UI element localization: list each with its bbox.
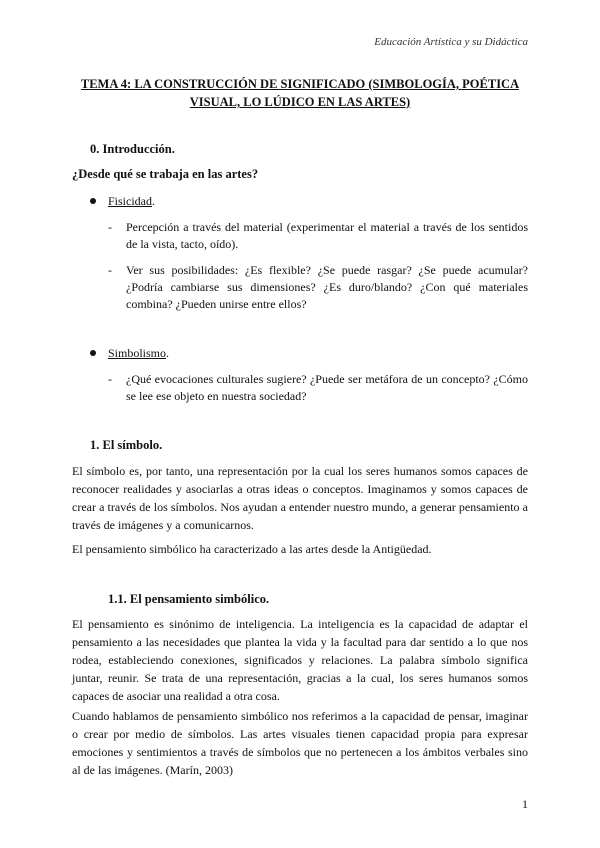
sub-item — [108, 371, 528, 405]
running-header: Educación Artística y su Didáctica — [374, 36, 528, 48]
sub-item-text: Ver sus posibilidades: ¿Es flexible? ¿Se puede rasgar? ¿Se puede acumular? ¿Podría cambiarse sus dimensiones? ¿Es duro/blando? ¿Con qué materiales combina? ¿Pueden unirse entre ellos? — [126, 263, 528, 311]
sub-item — [108, 262, 528, 313]
paragraph: El símbolo es, por tanto, una representación por la cual los seres humanos somos capaces de reconocer realidades y asociarlas a otras ideas o conceptos. Imaginamos y somos capaces de crear a través de los símbolos. Nos ayudan a entender nuestro mundo, a generar pensamiento a través de imágenes y a comunicarnos. — [72, 464, 528, 532]
bullet-simbolismo — [90, 345, 169, 361]
bullet-suffix: . — [152, 194, 155, 208]
section-heading-simbolo: 1. El símbolo. — [90, 438, 163, 452]
bullet-label: Simbolismo — [108, 346, 167, 360]
bullet-suffix: . — [166, 346, 170, 360]
section-heading-pensamiento-simbolico: 1.1. El pensamiento simbólico. — [108, 592, 270, 606]
bullet-dot-icon — [90, 198, 96, 204]
document-title: TEMA 4: LA CONSTRUCCIÓN DE SIGNIFICADO (SIMBOLOGÍA, POÉTICA VISUAL, LO LÚDICO EN LAS ARTES) — [80, 77, 520, 109]
paragraph: Cuando hablamos de pensamiento simbólico nos referimos a la capacidad de pensar, imaginar o crear por medio de símbolos. Las artes visuales tienen capacidad propia para expresar emociones y sentimientos a través de símbolos que no pertenecen a los ámbitos verbales sino al de las imágenes. (Marín, 2003) — [72, 709, 528, 777]
sub-item-text: Percepción a través del material (experimentar el material a través de los sentidos de la vista, tacto, oído). — [126, 220, 528, 251]
page-number: 1 — [522, 797, 528, 811]
sub-item — [108, 219, 528, 253]
paragraph: El pensamiento es sinónimo de inteligencia. La inteligencia es la capacidad de adaptar el pensamiento a las necesidades que plantea la vida y la facultad para dar sentido a lo que nos rodea, estableciendo conexiones, significados y relaciones. La palabra símbolo significa juntar, reunir. Se trata de una representación, gracias a la cual, los seres humanos somos capaces de asociar una realidad a otra cosa. — [72, 617, 528, 703]
dash-icon: - — [108, 220, 112, 234]
dash-icon: - — [108, 372, 112, 386]
sub-item-text: ¿Qué evocaciones culturales sugiere? ¿Puede ser metáfora de un concepto? ¿Cómo se lee ese objeto en nuestra sociedad? — [126, 372, 528, 403]
dash-icon: - — [108, 263, 112, 277]
intro-question: ¿Desde qué se trabaja en las artes? — [72, 167, 259, 181]
bullet-label: Fisicidad — [108, 194, 152, 208]
bullet-dot-icon — [90, 350, 96, 356]
section-heading-introduction: 0. Introducción. — [90, 142, 175, 156]
bullet-fisicidad — [90, 193, 155, 209]
paragraph: El pensamiento simbólico ha caracterizado a las artes desde la Antigüedad. — [72, 542, 432, 556]
